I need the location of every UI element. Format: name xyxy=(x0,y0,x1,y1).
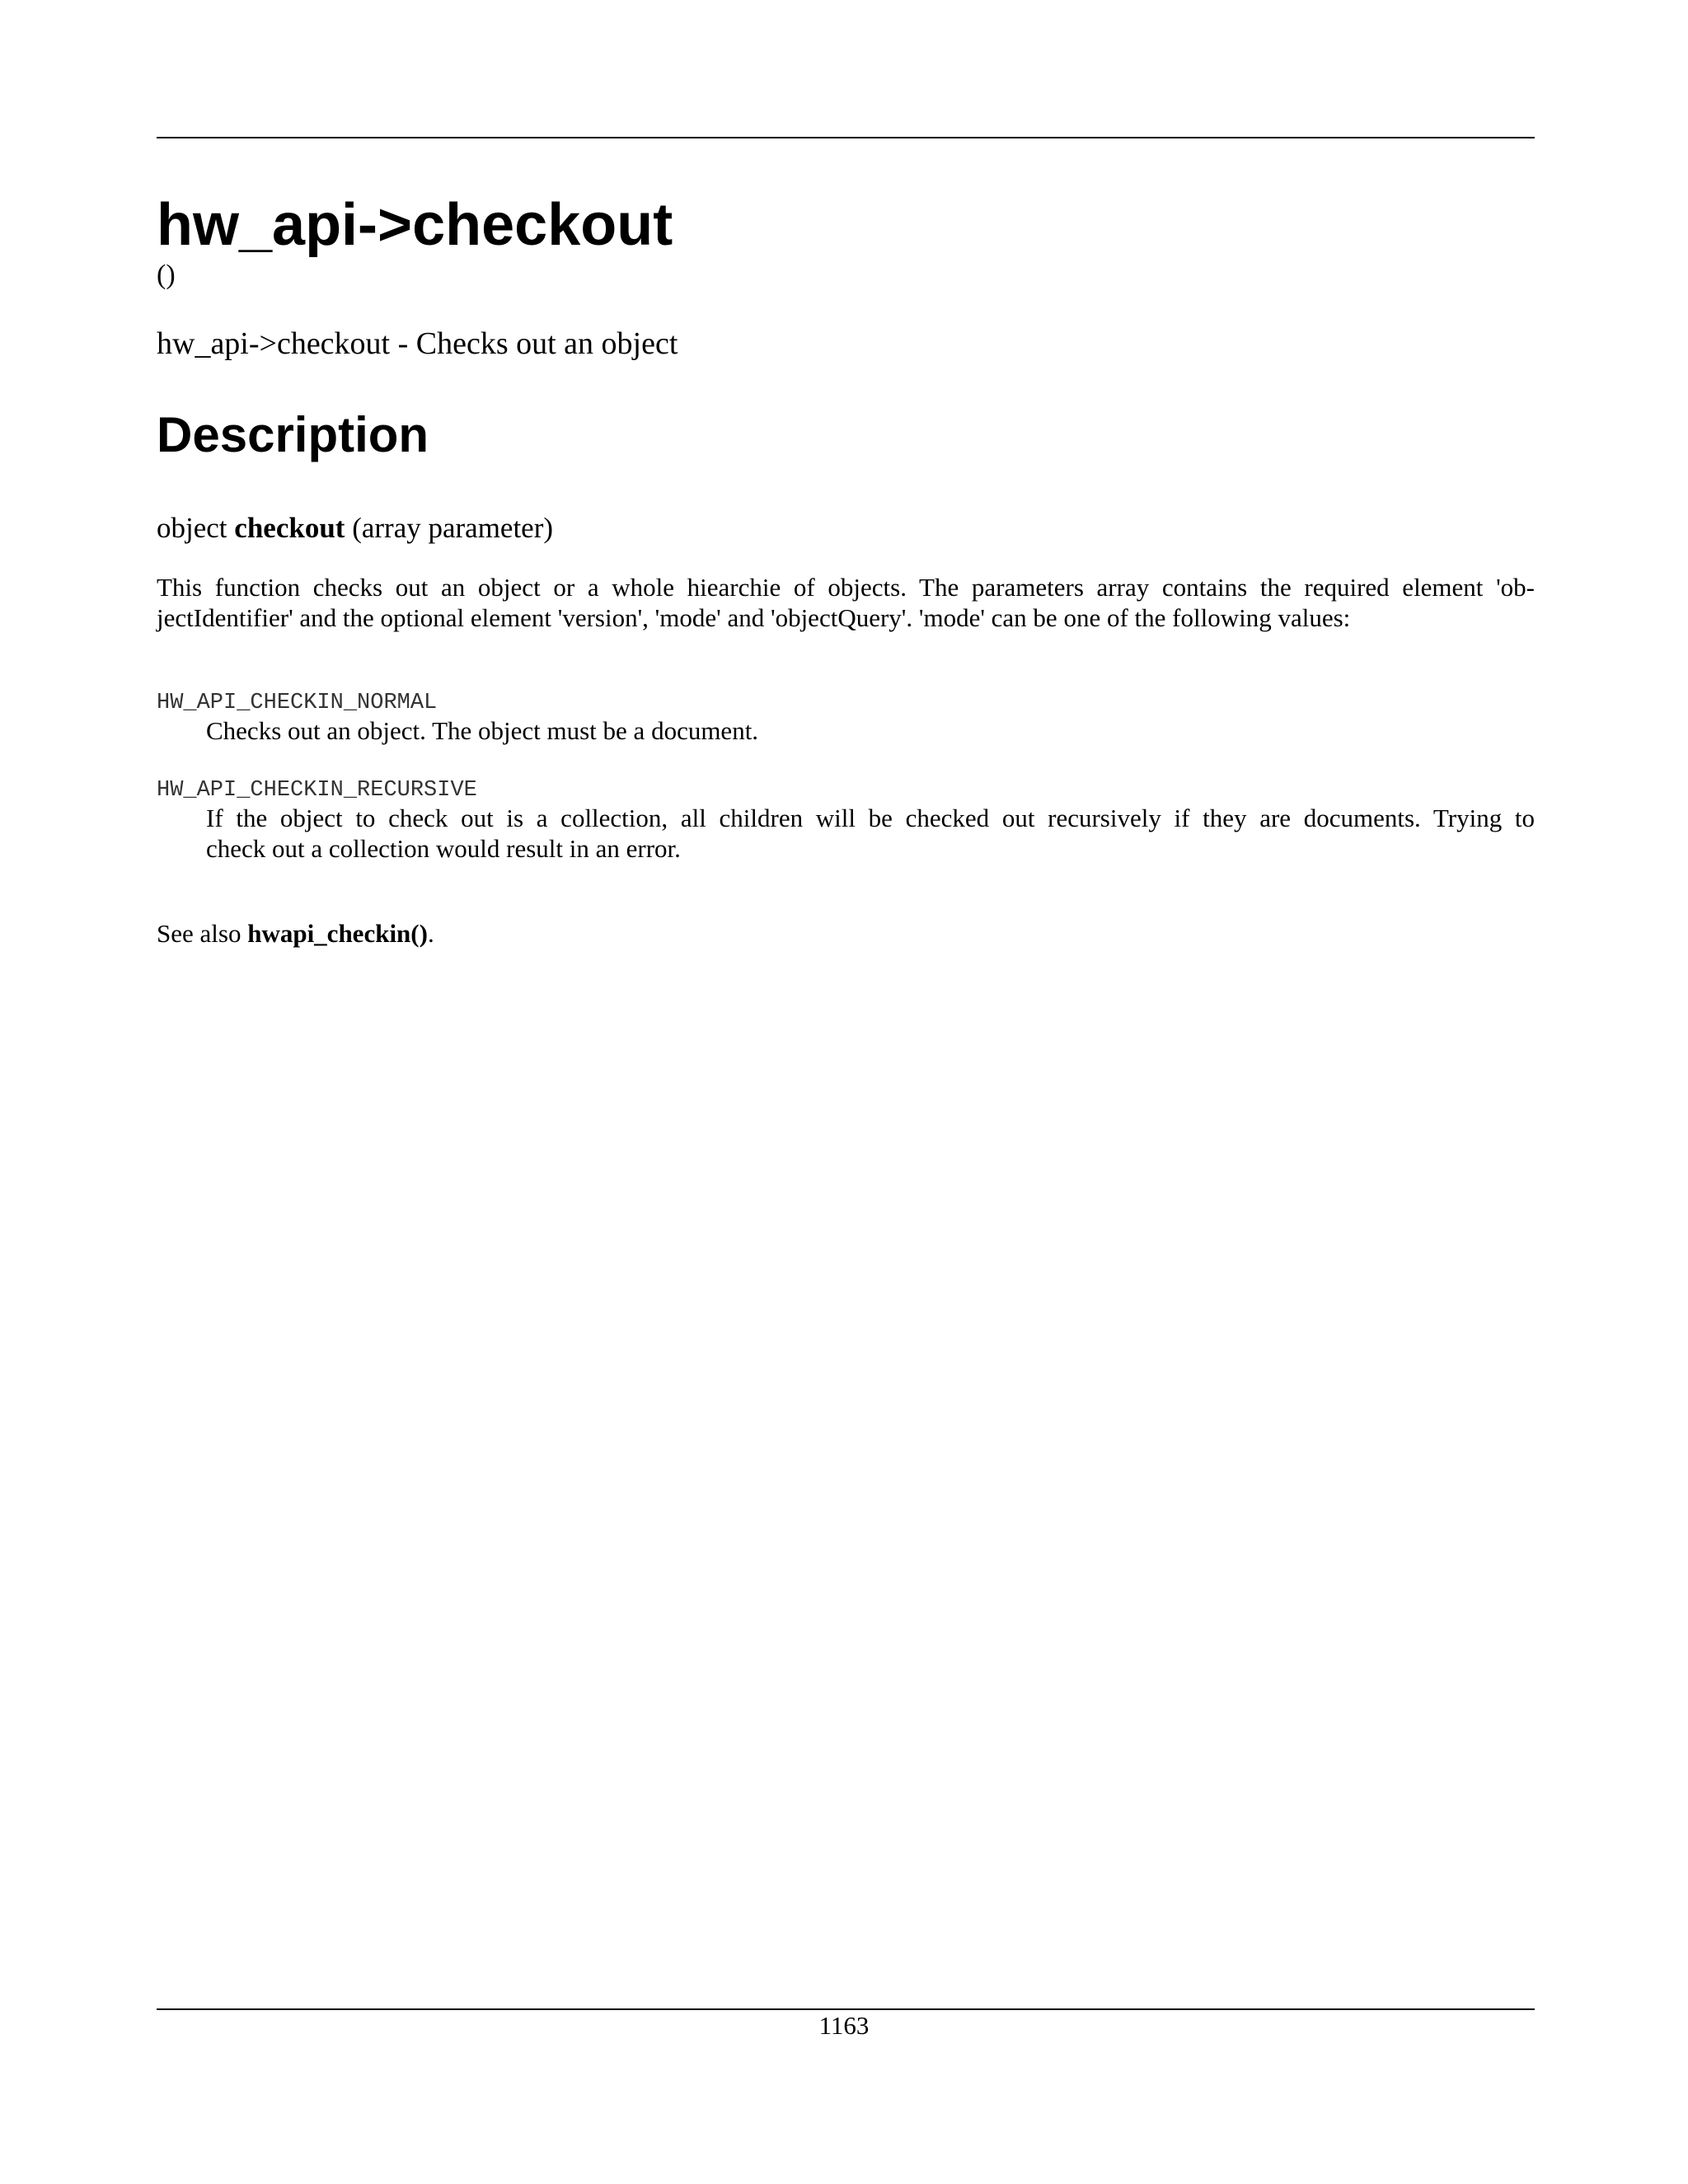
see-also-prefix: See also xyxy=(157,919,241,948)
header-rule xyxy=(157,137,1535,138)
see-also-link[interactable]: hwapi_checkin() xyxy=(247,919,428,948)
mode-term-recursive: HW_API_CHECKIN_RECURSIVE xyxy=(157,778,477,803)
title-parens: () xyxy=(157,260,176,290)
definition-line: Checks out an object. The object must be a document. xyxy=(206,716,759,745)
see-also xyxy=(157,918,434,949)
refname-purpose: hw_api->checkout - Checks out an object xyxy=(157,326,678,361)
page-number: 1163 xyxy=(818,2011,870,2040)
description-paragraph xyxy=(157,572,1535,633)
definition-line: If the object to check out is a collection, all children will be checked out recursively if they are documents. Trying to xyxy=(206,804,1535,832)
mode-definition-recursive xyxy=(206,803,1535,864)
definition-line: check out a collection would result in an error. xyxy=(206,834,681,863)
synopsis-function-name: checkout xyxy=(234,512,345,544)
mode-term-normal: HW_API_CHECKIN_NORMAL xyxy=(157,691,438,715)
page-title: hw_api->checkout xyxy=(157,192,673,258)
mode-definition-normal xyxy=(206,715,1535,746)
synopsis-return-type: object xyxy=(157,512,227,544)
description-line: This function checks out an object or a whole hiearchie of objects. The parameters array contains the required element 'ob- xyxy=(157,573,1535,602)
synopsis-params: (array parameter) xyxy=(352,512,554,544)
section-heading-description: Description xyxy=(157,407,429,462)
function-synopsis xyxy=(157,509,553,547)
see-also-suffix: . xyxy=(427,919,434,948)
description-line: jectIdentifier' and the optional element 'version', 'mode' and 'objectQuery'. 'mode' can be one of the following values: xyxy=(157,603,1351,632)
